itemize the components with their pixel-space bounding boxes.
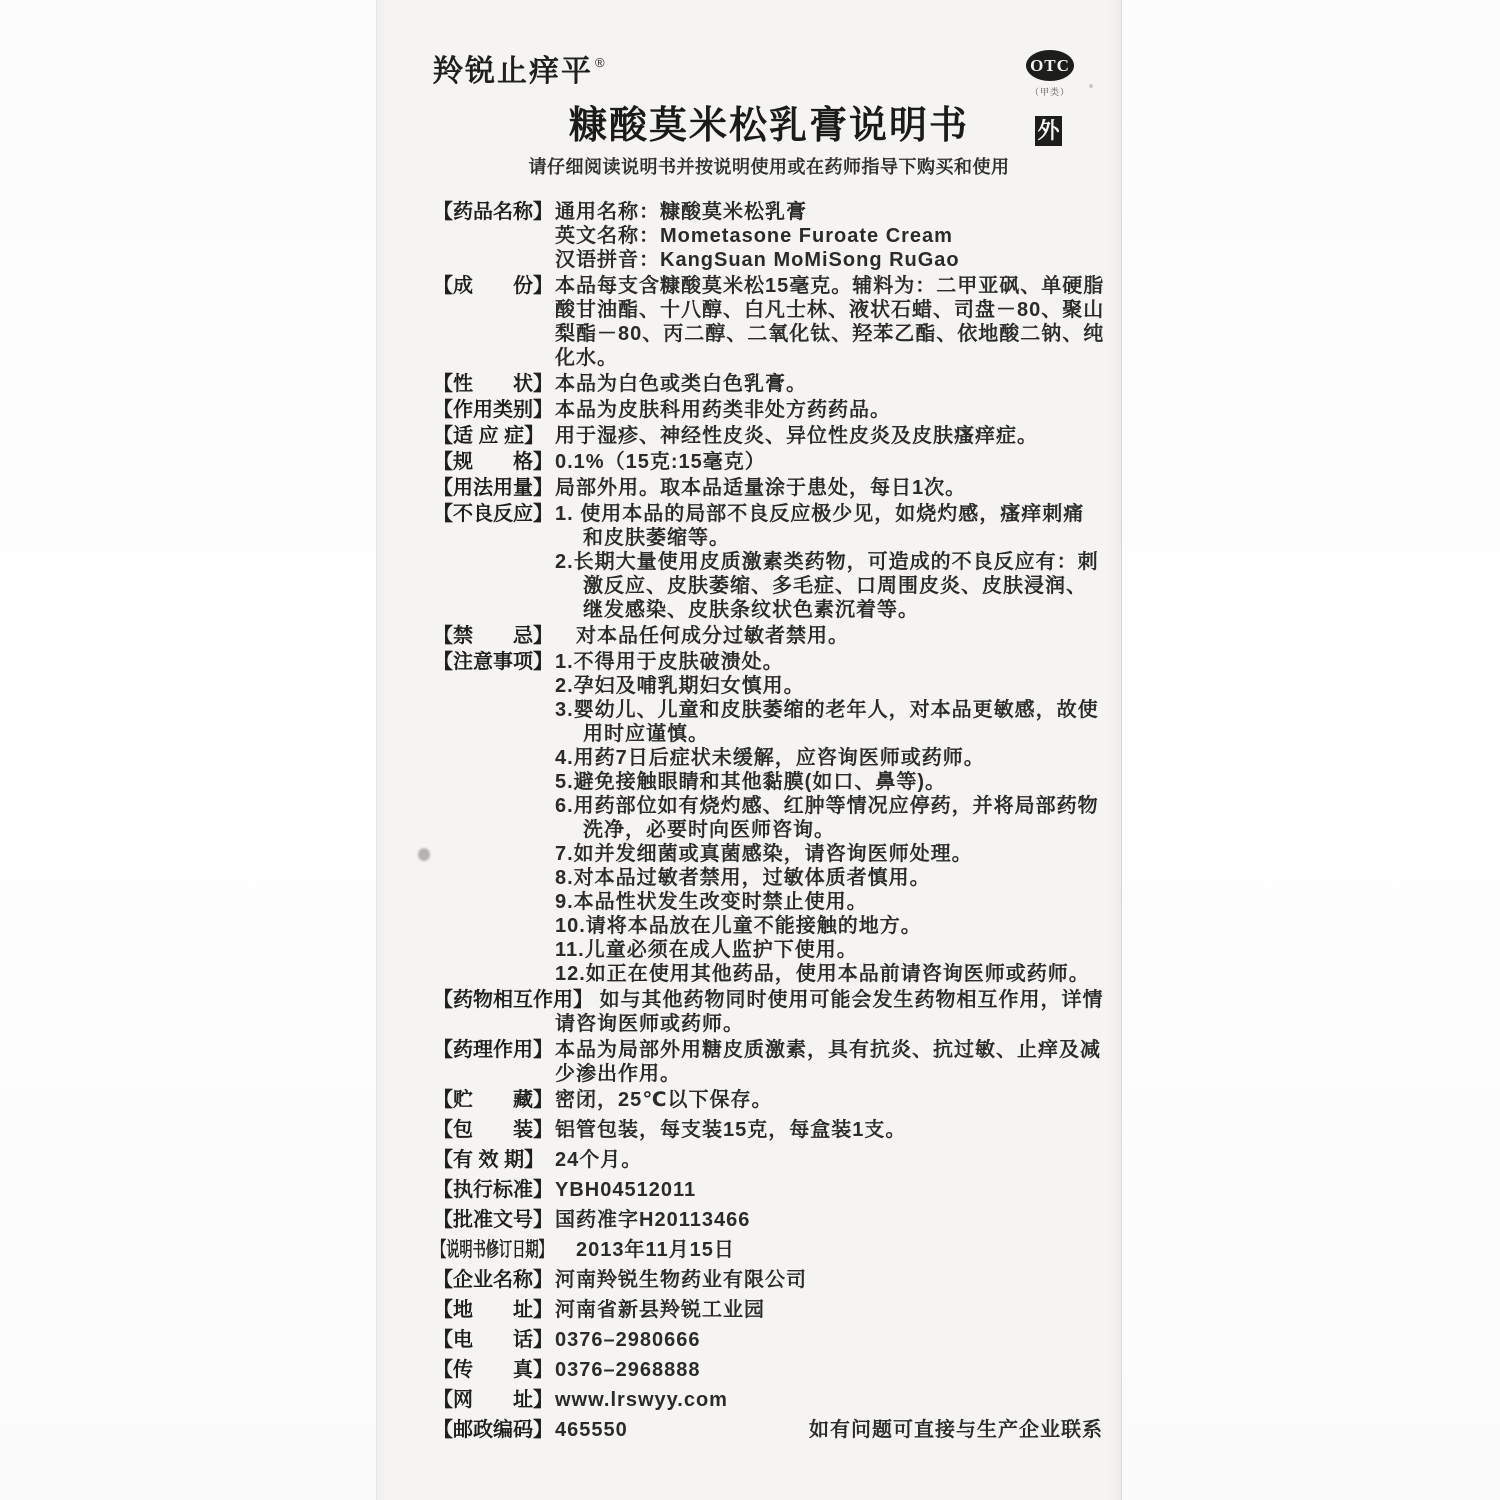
list-item: 9.本品性状发生改变时禁止使用。 [555, 891, 868, 913]
sections [433, 200, 1105, 1442]
section-row [433, 200, 1105, 272]
section-content [555, 1088, 1105, 1112]
section-content [555, 1148, 1105, 1172]
section-label: 【邮政编码】 [433, 1419, 553, 1441]
section-label: 【注意事项】 [433, 651, 553, 673]
section-content [555, 398, 1105, 422]
brand-name: 羚锐止痒平 [433, 55, 593, 88]
section-content [555, 624, 1105, 648]
registered-trademark-icon: ® [595, 55, 605, 70]
section-label: 【药理作用】 [433, 1039, 553, 1061]
section-content [555, 1118, 1105, 1142]
section-label: 【药品名称】 [433, 201, 553, 223]
section-label: 【执行标准】 [433, 1179, 553, 1201]
section-content [555, 1358, 1105, 1382]
title-row [433, 102, 1105, 150]
section-content [555, 1388, 1105, 1412]
scan-speckle [1089, 84, 1093, 88]
section-content [555, 200, 1105, 272]
section-row [433, 1178, 1105, 1202]
section-content [555, 372, 1105, 396]
subtitle: 请仔细阅读说明书并按说明使用或在药师指导下购买和使用 [528, 157, 1010, 177]
section-label: 【贮 藏】 [433, 1089, 553, 1111]
list-item: 8.对本品过敏者禁用，过敏体质者慎用。 [555, 867, 931, 889]
scan-speckle [418, 848, 430, 861]
manufacturer-contact-note: 如有问题可直接与生产企业联系 [809, 1419, 1103, 1441]
section-row [433, 988, 1105, 1036]
section-paragraph: 用于湿疹、神经性皮炎、异位性皮炎及皮肤瘙痒症。 [555, 425, 1038, 447]
section-row [433, 1388, 1105, 1412]
list-item: 12.如正在使用其他药品，使用本品前请咨询医师或药师。 [555, 963, 1090, 985]
section-paragraph: 汉语拼音：KangSuan MoMiSong RuGao [555, 249, 960, 271]
section-row [433, 398, 1105, 422]
section-row [433, 424, 1105, 448]
section-paragraph: 英文名称：Mometasone Furoate Cream [555, 225, 953, 247]
section-paragraph: 密闭，25℃以下保存。 [555, 1089, 773, 1111]
external-use-badge: 外 [1035, 116, 1062, 146]
section-paragraph: 2013年11月15日 [555, 1239, 735, 1261]
section-paragraph: 局部外用。取本品适量涂于患处，每日1次。 [555, 477, 967, 499]
section-row [433, 624, 1105, 648]
section-paragraph: 河南羚锐生物药业有限公司 [555, 1269, 807, 1291]
section-label: 【作用类别】 [433, 399, 553, 421]
section-paragraph: YBH04512011 [555, 1179, 697, 1201]
section-row [433, 1118, 1105, 1142]
section-paragraph: www.lrswyy.com [555, 1389, 728, 1411]
section-label: 【药物相互作用】 [433, 989, 593, 1011]
section-paragraph: 0376–2968888 [555, 1359, 701, 1381]
section-row [433, 1148, 1105, 1172]
section-paragraph: 国药准字H20113466 [555, 1209, 751, 1231]
section-content [555, 1418, 809, 1442]
section-content [555, 1328, 1105, 1352]
section-paragraph: 通用名称：糠酸莫米松乳膏 [555, 201, 807, 223]
section-paragraph: 本品每支含糠酸莫米松15毫克。辅料为：二甲亚砜、单硬脂酸甘油酯、十八醇、白凡士林、液状石蜡、司盘－80、聚山梨酯－80、丙二醇、二氧化钛、羟苯乙酯、依地酸二钠、纯化水。 [555, 275, 1105, 369]
list-item: 4.用药7日后症状未缓解，应咨询医师或药师。 [555, 747, 985, 769]
section-content [555, 989, 1104, 1035]
list-item: 10.请将本品放在儿童不能接触的地方。 [555, 915, 922, 937]
section-paragraph: 本品为局部外用糖皮质激素，具有抗炎、抗过敏、止痒及减少渗出作用。 [555, 1039, 1101, 1085]
section-row [433, 1268, 1105, 1292]
section-content [555, 1238, 1105, 1262]
section-row [433, 476, 1105, 500]
section-row [433, 1238, 1105, 1262]
section-paragraph: 0.1%（15克:15毫克） [555, 451, 766, 473]
section-row [433, 1328, 1105, 1352]
section-paragraph: 本品为皮肤科用药类非处方药药品。 [555, 399, 891, 421]
section-content [555, 274, 1105, 370]
section-row [433, 1208, 1105, 1232]
list-item: 7.如并发细菌或真菌感染，请咨询医师处理。 [555, 843, 973, 865]
leaflet-paper [377, 0, 1121, 1500]
section-content [555, 1208, 1105, 1232]
section-label: 【禁 忌】 [433, 625, 553, 647]
section-content [555, 450, 1105, 474]
section-content [555, 1268, 1105, 1292]
section-row [433, 1418, 1105, 1442]
section-paragraph: 铝管包装，每支装15克，每盒装1支。 [555, 1119, 907, 1141]
list-item: 3.婴幼儿、儿童和皮肤萎缩的老年人，对本品更敏感，故使用时应谨慎。 [555, 699, 1099, 745]
section-label: 【成 份】 [433, 275, 553, 297]
section-label: 【网 址】 [433, 1389, 553, 1411]
brand-row [433, 46, 1105, 88]
section-content [555, 1298, 1105, 1322]
section-content [555, 424, 1105, 448]
list-item: 2.长期大量使用皮质激素类药物，可造成的不良反应有：刺激反应、皮肤萎缩、多毛症、口周围皮炎、皮肤浸润、继发感染、皮肤条纹状色素沉着等。 [555, 551, 1099, 621]
section-label: 【规 格】 [433, 451, 553, 473]
page-title: 糠酸莫米松乳膏说明书 [568, 105, 969, 147]
section-label: 【用法用量】 [433, 477, 553, 499]
section-label: 【地 址】 [433, 1299, 553, 1321]
section-label: 【不良反应】 [433, 503, 553, 525]
section-label: 【说明书修订日期】 [433, 1239, 552, 1261]
section-row [433, 450, 1105, 474]
section-label: 【企业名称】 [433, 1269, 553, 1291]
list-item: 6.用药部位如有烧灼感、红肿等情况应停药，并将局部药物洗净，必要时向医师咨询。 [555, 795, 1099, 841]
section-content [555, 476, 1105, 500]
list-item: 1.不得用于皮肤破溃处。 [555, 651, 784, 673]
section-content [555, 650, 1105, 986]
list-item: 11.儿童必须在成人监护下使用。 [555, 939, 858, 961]
section-row [433, 650, 1105, 986]
section-label: 【性 状】 [433, 373, 553, 395]
section-row [433, 1298, 1105, 1322]
section-paragraph: 对本品任何成分过敏者禁用。 [555, 625, 849, 647]
section-label: 【有 效 期】 [433, 1149, 545, 1171]
section-paragraph: 24个月。 [555, 1149, 643, 1171]
section-content [555, 1178, 1105, 1202]
section-row [433, 372, 1105, 396]
list-item: 1. 使用本品的局部不良反应极少见，如烧灼感，瘙痒刺痛和皮肤萎缩等。 [555, 503, 1085, 549]
section-paragraph: 本品为白色或类白色乳膏。 [555, 373, 807, 395]
otc-badge [1026, 50, 1074, 98]
section-label: 【包 装】 [433, 1119, 553, 1141]
otc-logo-icon: OTC [1026, 50, 1074, 81]
list-item: 5.避免接触眼睛和其他黏膜(如口、鼻等)。 [555, 771, 946, 793]
section-paragraph: 河南省新县羚锐工业园 [555, 1299, 765, 1321]
section-paragraph: 465550 [555, 1419, 628, 1441]
section-row [433, 502, 1105, 622]
otc-class-label: （甲类） [1029, 87, 1070, 97]
section-label: 【适 应 症】 [433, 425, 545, 447]
section-label: 【传 真】 [433, 1359, 553, 1381]
section-paragraph: 0376–2980666 [555, 1329, 701, 1351]
section-paragraph: 如与其他药物同时使用可能会发生药物相互作用，详情请咨询医师或药师。 [555, 989, 1104, 1035]
section-row [433, 1038, 1105, 1086]
section-row [433, 1088, 1105, 1112]
section-row [433, 1358, 1105, 1382]
section-label: 【电 话】 [433, 1329, 553, 1351]
section-row [433, 274, 1105, 370]
section-label: 【批准文号】 [433, 1209, 553, 1231]
section-content [555, 502, 1105, 622]
list-item: 2.孕妇及哺乳期妇女慎用。 [555, 675, 805, 697]
section-content [555, 1038, 1105, 1086]
